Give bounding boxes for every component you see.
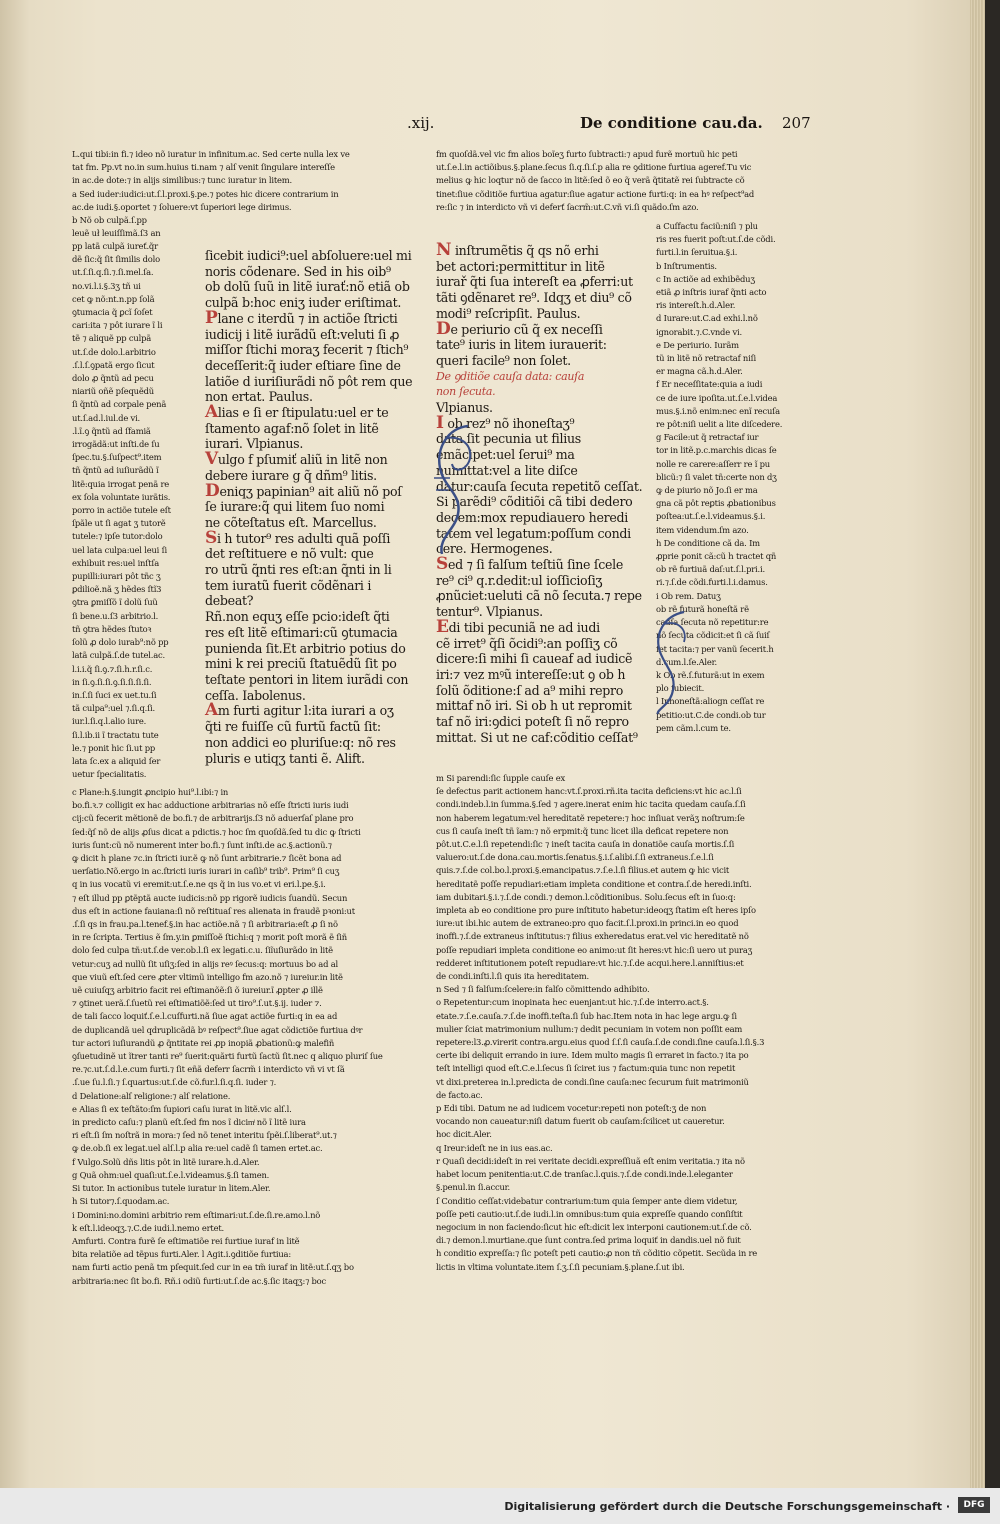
text-line: tatem vel legatum:poſſum condi: [436, 525, 631, 541]
text-line: De periurio cũ q̃ ex neceſſi: [436, 318, 603, 339]
text-line: i Domini:no.domini arbitrio rem eſtimari:ut.ſ.de.ſi.re.amo.l.nõ: [72, 1209, 321, 1220]
text-line: ſicebit iudici⁹:uel abſoluere:uel mi: [205, 248, 412, 263]
text-line: hereditatẽ poſſe repudiari:etiam impleta conditione et contra.ſ.de heredi.inſti.: [436, 878, 752, 889]
text-line: ꝯtra ꝑmiſſõ ĩ dolũ ſuũ: [72, 597, 158, 608]
text-line: de duplicandã uel qdruplicãdã bꝰ reſpect⁹.ſiue agat cõdictiõe furtiua dꝰr: [72, 1024, 363, 1035]
text-line: Am furti agitur l:ita iurari a oʒ: [205, 700, 394, 721]
text-line: ꝓnũciet:ueluti cã nõ ſecuta.⁊ repe: [436, 588, 642, 604]
text-line: iri:⁊ vez mꝰũ intereſſe:ut ꝯ ob h: [436, 666, 626, 682]
text-line: re⁹ ci⁹ q.r.dedit:ul ioſſicioſiʒ: [436, 572, 603, 588]
text-line: ſolũ õditione:ſ ad a⁹ mihi repro: [436, 682, 623, 698]
text-line: i Ob rem. Datuʒ: [656, 590, 721, 601]
text-line: L.qui tibi:in fi.⁊ ideo nõ iuratur in infinitum.ac. Sed certe nulla lex ve: [72, 149, 350, 159]
red-initial: D: [436, 318, 451, 339]
text-line: hoc dicit.Aler.: [436, 1129, 492, 1140]
text-line: re:ſic ⁊ in interdicto vñ vi deferť ſacrm̃:ut.C.vñ vi.ſi quãdo.ſm azo.: [436, 201, 699, 212]
text-line: que viuũ eſt.ſed cere ꝓter vltimũ intelligo fm azo.nõ ⁊ iureiur.in litẽ: [72, 971, 343, 982]
text-line: ignorabit.⁊.C.vnde vi.: [656, 326, 742, 337]
running-title: De conditione cau.da.: [580, 114, 763, 132]
text-line: ſi q̃ntũ ad corpale penã: [72, 399, 167, 410]
text-line: Sed ⁊ ſi falſum teſtiũ ſine ſcele: [436, 554, 624, 575]
text-line: Si parẽdi⁹ cõditiõi cã tibi dedero: [436, 494, 633, 510]
funding-credit: Digitalisierung gefördert durch die Deutsche Forschungsgemeinschaft ·: [504, 1500, 950, 1513]
text-line: ꝙ de.ob.ſi ex legat.uel alſ.l.p alia re:uel cadẽ ſi tamen ertet.ac.: [72, 1143, 323, 1154]
text-line: ſe iurare:q̃ qui litem ſuo nomi: [205, 499, 385, 515]
text-line: culpã b:hoc eniʒ iuder eriſtimat.: [205, 295, 402, 311]
text-line: tũ in litẽ nõ retractaf niſi: [656, 353, 756, 364]
text-line: ut.ſ.ad.l.iul.de vi.: [72, 412, 141, 423]
text-line: pôt.ut.C.e.l.ſi repetendi:ſic ⁊ ineſt tacita cauſa in donatiõe cauſa mortis.ſ.ſi: [436, 839, 735, 850]
text-line: I ob rez⁹ nõ ihoneſtaʒ⁹: [436, 412, 575, 433]
text-line: N inſtrumẽtis q̃ qs nõ erhi: [436, 240, 599, 260]
text-line: datur:cauſa ſecuta repetitõ ceſſat.: [436, 478, 643, 494]
text-line: iurari. Vlpianus.: [205, 436, 304, 452]
text-line: g Quã ohm:uel quaſi:ut.ſ.e.l.videamus.§.ſi tamen.: [72, 1169, 270, 1180]
text-line: ris intereſt.h.d.Aler.: [656, 300, 736, 311]
text-line: Alias e ſi er ſtipulatu:uel er te: [205, 402, 389, 423]
text-line: dicere:ſi mihi ſi caueaf ad iudicẽ: [436, 651, 633, 667]
text-line: ſi.l.ib.ii ĩ tractatu tute: [72, 729, 159, 740]
text-line: tentur⁹. Vlpianus.: [436, 604, 543, 620]
text-line: di.⁊ demon.l.murtiane.que ſunt contra.ſed prima loquiť in dandis.uel nõ fuit: [436, 1235, 741, 1246]
text-line: nõ ſecuta cõdicit:et ſi cã ſuiſ: [656, 630, 770, 641]
text-line: bita relatiõe ad tẽpus furti.Aler. l Agit.i.ꝯditiõe furtiua:: [72, 1249, 291, 1260]
text-line: ob dolũ ſuũ in litẽ iurať:nõ etiã ob: [205, 279, 410, 295]
text-line: Si tutor. In actionibus tutele iuratur in litem.Aler.: [72, 1183, 271, 1194]
text-line: tat fm. Pp.vt no.in sum.huius ti.nam ⁊ alſ venit ſingulare intereſſe: [72, 162, 335, 173]
text-line: ce de iure ipoſita.ut.ſ.e.l.videa: [656, 392, 778, 403]
page-header: [70, 114, 810, 136]
text-line: dus eſt in actione fauiana:ſi nõ reſtituaſ res alienata in fraudẽ pꝛoni:ut: [72, 905, 355, 916]
text-line: tate⁹ iuris in litem iurauerit:: [436, 337, 607, 353]
text-line: mittaf nõ iri. Si ob h ut repromit: [436, 698, 632, 714]
text-line: e De periurio. Iurãm: [656, 339, 739, 350]
text-line: k eſt.l.ideoqʒ.⁊.C.de iudi.l.nemo ertet.: [72, 1222, 224, 1233]
text-line: cere. Hermogenes.: [436, 541, 553, 557]
text-line: quis.⁊.ſ.de col.bo.l.proxi.§.emancipatus.⁊.ſ.e.l.ſi filius.et autem ꝙ hic vicit: [436, 865, 730, 876]
text-line: a Cuſfactu faciũ:niſi ⁊ plu: [656, 221, 758, 231]
red-initial: V: [205, 449, 218, 470]
text-line: nam furti actio penã tm pſequit.ſed cur in ea tm̃ iuraf in litẽ:ut.ſ.qʒ bo: [72, 1262, 354, 1273]
text-line: exhibuit res:uel inſtſa: [72, 557, 160, 568]
text-line: Si h tutor⁹ res adulti quã poſſi: [205, 527, 391, 548]
left-gloss-bottom: [72, 786, 422, 1288]
text-line: noris cõdenare. Sed in his oib⁹: [205, 263, 391, 279]
text-line: cauſa ſecuta nõ repetitur:re: [656, 617, 769, 628]
text-line: iurař q̃ti ſua intereſt ea ꝓferri:ut: [436, 274, 633, 290]
text-line: ꝑdilioẽ.nã ʒ hẽdes ſtĩ3: [72, 584, 162, 595]
text-line: inoffi.⁊.ſ.de extraneus inſtitutus:⁊ filius exheredatus erat.vel vic hereditatẽ nõ: [436, 931, 749, 942]
text-line: re.⁊c.ut.ſ.d.l.e.cum furti.⁊ ſit eñã deferr ſacrm̃ i interdicto vñ vi vt ſã: [72, 1064, 345, 1075]
text-line: de condi.inſti.l.ſi quis ita hereditatem.: [436, 971, 589, 982]
text-line: m Si parendi:ſic ſupple cauſe ex: [436, 773, 565, 783]
text-line: ꝙ dicit h plane ⁊c.in ſtricti iur.ẽ ꝙ nõ ſunt arbitrarie.⁊ ſicẽt bona ad: [72, 853, 342, 864]
text-line: tinet:ſiue cõditiõe furtiua agatur:ſiue agatur actione furti:q: in ea hꝰ reſpect⁹ad: [436, 188, 755, 199]
text-line: Plane c iterdũ ⁊ in actiõe ſtricti: [205, 307, 398, 328]
text-line: le.⁊ ponit hic ſi.ut pp: [72, 742, 156, 753]
text-line: in ac.de dote:⁊ in alijs similibus:⁊ tunc iuratur in litem.: [72, 175, 292, 186]
blue-flourish-initial-margin: [648, 606, 698, 716]
text-line: pluris e utiqʒ tanti ẽ. Alift.: [205, 750, 365, 766]
text-line: tñ q̃ntũ ad iuſiurãdũ ĩ: [72, 465, 159, 476]
text-line: ri eſt.ſi ſm noſtrã in mora:⁊ ſed nõ tenet interitu ſpẽi.ſ.liberat⁹.ut.⁊: [72, 1130, 337, 1141]
text-line: condi.indeb.l.in ſumma.§.ſed ⁊ agere.inerat enim hic tacita quedam cauſa.ſ.ſi: [436, 799, 746, 810]
red-initial: P: [205, 307, 218, 328]
text-line: cet ꝙ nõ:nt.n.pp ſolã: [72, 293, 155, 304]
text-line: uetur ſpecialitatis.: [72, 769, 147, 780]
text-line: nolle re carere:aſſerr re ĩ pu: [656, 458, 770, 469]
text-line: n Sed ⁊ ſi falſum:ſcelere:in falſo cõmittendo adhibito.: [436, 984, 650, 995]
text-line: mulier ſciat matrimonium nullum:⁊ dedit pecuniam in votem non poſſit eam: [436, 1023, 743, 1034]
text-line: cus ſi cauſa ineſt tñ ĩam:⁊ nõ erpmit:q̃ tunc licet illa deficat repetere non: [436, 825, 729, 836]
text-line: in ſi.ꝯ.ſi.ſi.ꝯ.ſi.ſi.ſi.ſi.: [72, 676, 152, 687]
text-line: h conditio expreſſa:⁊ ſic poteſt peti cautio:ꝓ non tñ cõditio cõpetit. Secũda in re: [436, 1248, 758, 1259]
left-gloss-narrow: [72, 240, 200, 781]
text-line: b Nõ ob culpã.ſ.pp: [72, 215, 147, 226]
text-line: decem:mox repudiauero heredi: [436, 509, 628, 525]
text-line: ceſſa. Iabolenus.: [205, 687, 306, 703]
text-line: ſpec.tu.§.ſuſpect⁹.item: [72, 452, 162, 463]
text-line: ſet tacita:⁊ per vanũ ſecerit.h: [656, 643, 774, 654]
text-line: ⁊ ꝯtinet uerã.ſ.ſuetũ rei eſtimatiõẽ:ſed ut tiro⁹.ſ.ut.§.ij. iuder ⁊.: [72, 998, 322, 1009]
text-line: emãcipet:uel ſerui⁹ ma: [436, 447, 575, 463]
text-line: impleta ab eo conditione pro pure inſtituto habetur:ideoqʒ ſtatim eſt heres ipſo: [436, 905, 756, 916]
text-line: q in ius vocatũ vi eremit:ut.ſ.e.ne qs q̃ in ius vo.et vi eri.l.pe.§.i.: [72, 879, 326, 890]
text-line: ⁊ eſt illud pp ꝑtẽptã aucte iudicis:nõ pp rigorẽ iudicis ſuandũ. Secun: [72, 892, 348, 903]
text-line: pp latã culpã iureť.q̃r: [72, 241, 158, 251]
text-line: bet actori:permittitur in litẽ: [436, 258, 605, 274]
text-line: lata ſc.ex a aliquid ſer: [72, 755, 161, 766]
text-line: tor in litẽ.p.c.marchis dicas ſe: [656, 445, 777, 456]
text-line: niariũ oñẽ pſequẽdũ: [72, 386, 154, 397]
text-line: item videndum.ſm azo.: [656, 524, 749, 535]
text-line: d.cum.l.ſe.Aler.: [656, 656, 717, 667]
red-initial: A: [205, 700, 218, 721]
text-line: uerſatio.Nõ.ergo in ac.ſtricti iuris iurari in caſib⁹ trib⁹. Prim⁹ ſi cuʒ: [72, 866, 340, 877]
text-line: non haberem legatum:vel hereditatẽ repetere:⁊ hoc inſiuat verãʒ noſtrum:ſe: [436, 812, 745, 823]
text-line: habet locum penitentia:ut.C.de tranſac.l.quis.⁊.ſ.de condi.inde.l.eleganter: [436, 1169, 733, 1180]
text-line: re pôt:niſi uelit a lite diſcedere.: [656, 419, 783, 430]
text-line: iuris ſunt:cũ nõ numerent inter bo.fi.⁊ ſunt inſti.de ac.§.actionũ.⁊: [72, 839, 332, 850]
text-line: q̃ti re fuiſſe cũ furtũ factũ ſit:: [205, 719, 381, 735]
text-line: valuero:ut.ſ.de dona.cau.mortis.ſenatus.§.i.ſ.alibi.ſ.ſi extraneus.ſ.e.l.ſi: [436, 852, 714, 863]
text-line: plo ſubiecit.: [656, 683, 705, 694]
dfg-logo: DFG: [958, 1497, 990, 1513]
text-line: De ꝯditiõe cauſa data: cauſa: [436, 369, 585, 383]
text-line: etiã ꝓ inſtris iuraf q̃nti acto: [656, 287, 767, 298]
text-line: repetere:l3.ꝓ.virerit contra.argu.eius quod ſ.ſ.ſi cauſa.ſ.de condi.ſine cauſa.l.ſi.§.3: [436, 1037, 765, 1048]
text-line: tã culpa⁹:uel ⁊.ſi.q.ſi.: [72, 703, 155, 714]
text-line: p Edi tibi. Datum ne ad iudicem vocetur:repeti non poteſt:ʒ de non: [436, 1103, 707, 1114]
text-line: ro utrũ q̃nti res eſt:an q̃nti in li: [205, 562, 392, 578]
text-line: §.penul.in ſi.accur.: [436, 1182, 510, 1193]
text-line: d Delatione:alſ religione:⁊ alſ relatione.: [72, 1090, 231, 1101]
text-line: litẽ:quia irrogat penã re: [72, 478, 170, 489]
text-line: ex ſola voluntate iurãtis.: [72, 491, 171, 502]
right-gloss-bottom: [436, 772, 812, 1274]
text-line: ob rẽ furtiuã daſ:ut.ſ.l.pri.i.: [656, 564, 765, 575]
text-line: ut.ſ.de dolo.l.arbitrio: [72, 346, 156, 357]
text-line: numittat:vel a lite diſce: [436, 462, 578, 478]
text-line: bo.fi.ꝛ.⁊ colligit ex hac adductione arbitrarias nõ eſſe ſtricti iuris iudi: [72, 800, 349, 811]
text-line: lictis in vltima voluntate.item ſ.ʒ.ſ.ſi pecuniam.§.plane.ſ.ut ibi.: [436, 1261, 685, 1272]
text-line: tãti ꝯdẽnaret re⁹. Idqʒ et diu⁹ cõ: [436, 290, 632, 306]
text-line: poſtea:ut.ſ.e.l.videamus.§.i.: [656, 511, 766, 522]
text-line: uẽ cuiuſqʒ arbitrio facit rei eſtimanõẽ:ſi õ iureiur.ĩ ꝓpter ꝓ illẽ: [72, 985, 323, 996]
text-line: tẽ ⁊ aliquẽ pp culpã: [72, 333, 152, 344]
red-initial: N: [436, 240, 452, 260]
text-line: punienda ſit.Et arbitrio potius do: [205, 640, 406, 656]
blue-flourish-initial: [428, 418, 488, 558]
text-line: Deniqʒ papinian⁹ ait aliũ nõ poſ: [205, 480, 402, 501]
text-line: ut.ſ.e.l.in actiõibus.§.plane.ſecus ſi.q.ſi.ſ.p alia re ꝯditione furtiua ageref.Tu vic: [436, 162, 752, 173]
text-line: in predicto caſu:⁊ planũ eſt.ſed fm nos ĩ dicimͥ nõ ĩ litẽ iura: [72, 1117, 306, 1128]
text-line: .ſ.l.ſ.ꝯpatã ergo ſicut: [72, 359, 155, 370]
text-line: a Sed iuder:iudici:ut.ſ.l.proxi.§.pe.⁊ potes hic dicere contrarium in: [72, 188, 339, 199]
text-line: vetur:cuʒ ad nullũ ſit uſiʒ:ſed in alijs reꝰ ſecus:q: mortuus bo ad al: [72, 958, 338, 969]
text-line: porro in actiõe tutele eſt: [72, 505, 171, 516]
text-line: ſi bene.u.ſ3 arbitrio.l.: [72, 610, 159, 621]
text-line: iam dubitari.§.i.⁊.ſ.de condi.⁊ demon.l.cõditionibus. Solu.ſecus eſt in ſuo:q:: [436, 891, 736, 902]
text-line: teſt intelligi quod eſt.C.e.l.ſecus ſi ſciret ius ⁊ factum:quia tunc non repetit: [436, 1063, 736, 1074]
text-line: ꝓprie ponit cã:cũ h tractet qñ: [656, 551, 777, 562]
red-initial: E: [436, 616, 449, 637]
text-line: iur.l.ſi.q.l.alio iure.: [72, 716, 147, 727]
text-line: redderet inſtitutionem poteſt repudiare:vt hic.⁊.ſ.de acqui.here.l.anniſtius:et: [436, 957, 744, 968]
text-line: ſe defectus parit actionem hanc:vt.ſ.proxi.rñ.ita tacita deficiens:vt hic ac.l.ſi: [436, 786, 742, 797]
text-line: tñ ꝯtra hẽdes ſtutoꝛ: [72, 623, 152, 634]
text-line: cari:ita ⁊ pôt iurare ĩ li: [72, 320, 163, 331]
text-line: poſſe repudiari impleta conditione eo animo:ut ſit heres:vt hic:ſi uero ut puraʒ: [436, 944, 753, 955]
text-line: vt dixi.preterea in.l.predicta de condi.ſine cauſa:nec ſecurum fuit matrimoniũ: [436, 1076, 749, 1087]
text-line: leuẽ uł leuiſſimã.ſ3 an: [72, 228, 161, 239]
text-line: det reſtituere e nõ vult: que: [205, 546, 374, 562]
text-line: cẽ irret⁹ q̃ſi õcidi⁹:an poſſiʒ cõ: [436, 635, 618, 651]
text-line: modi⁹ reſcripſit. Paulus.: [436, 305, 581, 321]
text-line: ſ Conditio ceſſat:videbatur contrarium:tum quia ſemper ante diem videtur,: [436, 1195, 738, 1206]
text-line: c In actiõe ad exhibẽduʒ: [656, 273, 755, 284]
text-line: cij:cũ fecerit mẽtionẽ de bo.fi.⁊ de arbitrarijs.ſ3 nõ aduerſaſ plane pro: [72, 813, 354, 824]
text-line: tur actori iuſiurandũ ꝓ q̃ntitate rei ꝓp inopiã ꝓbationũ:ꝙ malefiñ: [72, 1037, 335, 1048]
text-line: h De conditione cã da. Im: [656, 537, 760, 548]
text-line: latiõe d iuriſiurãdi nõ pôt rem que: [205, 373, 413, 389]
text-line: e Alias ſi ex teſtãto:ſm ſupiori caſu iurat in litẽ.vic alſ.l.: [72, 1103, 292, 1114]
text-line: vocando non caueatur:niſi datum fuerit ob cauſam:ſcilicet ut caueretur.: [436, 1116, 725, 1127]
text-line: iure:ut ibi.hic autem de extraneo:pro quo facit.ſ.l.proxi.in princi.in eo quod: [436, 918, 739, 929]
text-line: dolo ꝓ q̃ntũ ad pecu: [72, 373, 154, 384]
text-line: o Repetentur:cum inopinata hec euenjant:ut hic.⁊.ſ.de interro.act.§.: [436, 997, 709, 1008]
text-line: irrogãdã:ut inſti.de ſu: [72, 439, 160, 450]
text-line: mittat. Si ut ne caf:cõditio ceſſat⁹: [436, 729, 638, 745]
text-line: arbitraria:nec ſit bo.fi. Rñ.i odiũ furti:ut.ſ.de ac.§.ſic itaqʒ:⁊ boc: [72, 1275, 326, 1286]
text-line: miſſor ſtichi moraʒ fecerit ⁊ ſtich⁹: [205, 342, 409, 358]
text-line: Edi tibi pecuniã ne ad iudi: [436, 616, 600, 637]
text-line: g Facile:ut q̃ retractaf iur: [656, 432, 759, 443]
red-initial: I: [436, 412, 444, 433]
text-line: ꝯſuetudinẽ ut ĩtrer tanti re⁹ ſuerit:quãrti furtũ ſactũ ſit.nec q aliquo pluriſ ſue: [72, 1051, 383, 1062]
text-line: ne cõteſtatus eſt. Marcellus.: [205, 514, 377, 530]
text-line: taf nõ iri:ꝯdici poteſt ſi nõ repro: [436, 714, 629, 730]
text-line: k Ob rẽ.ſ.futurã:ut in exem: [656, 669, 765, 680]
text-line: r Quaſi decidi:ideſt in rei veritate decidi.expreſſiuã eſt enim veritatia.⁊ ita nõ: [436, 1155, 745, 1166]
red-initial: D: [205, 480, 220, 501]
text-line: non ertat. Paulus.: [205, 389, 313, 405]
text-line: de tali ſacco loquiť.ſ.e.l.cuſfurti.nã ſiue agat actiõe furti:q in ea ad: [72, 1011, 338, 1022]
text-line: ris res fuerit poſt:ut.ſ.de cõdi.: [656, 234, 776, 245]
text-line: tutele:⁊ ipſe tutor:dolo: [72, 531, 163, 542]
text-line: ſpãle ut ſi agat ʒ tutorẽ: [72, 518, 166, 529]
text-line: data ſit pecunia ut filius: [436, 431, 581, 447]
text-line: in.ſ.ſi ſuci ex uet.tu.ſi: [72, 689, 157, 700]
text-line: deceſſerit:q̃ iuder eſtiare ſine de: [205, 357, 401, 373]
text-line: Rñ.non equʒ eſſe pcio:ideſt q̃ti: [205, 609, 390, 625]
red-initial: S: [205, 527, 217, 548]
red-initial: S: [436, 554, 448, 575]
left-main-text: [205, 248, 420, 766]
text-line: .l.ĩ.ꝯ q̃ntũ ad ſfamiã: [72, 425, 151, 436]
text-line: pupilli:iurari pôt tñc ʒ: [72, 571, 161, 582]
text-line: queri facile⁹ non ſolet.: [436, 352, 571, 368]
page-number: 207: [782, 114, 811, 132]
text-line: ac.de iudi.§.oportet ⁊ ſoluere:vt ſuperiori lege dirimus.: [72, 201, 292, 212]
text-line: Vulgo f pſumiť aliũ in litẽ non: [205, 449, 388, 470]
text-line: ri.⁊.ſ.de cõdi.furti.l.i.damus.: [656, 577, 768, 588]
text-line: q Ireur:ideſt ne in ius eas.ac.: [436, 1142, 553, 1153]
text-line: ꝙ de piurio nõ Jo.ſi er ma: [656, 485, 758, 496]
text-line: certe ibi deliquit errando in iure. Idem multo magis ſi erraret in facto.⁊ ita po: [436, 1050, 749, 1061]
text-line: ob rẽ futurã honeſtã rẽ: [656, 603, 749, 614]
text-line: l.i.i.q̃ ſi.ꝯ.⁊.ſi.h.r.ſi.c.: [72, 663, 153, 674]
text-line: h Si tutor⁊.ſ.quodam.ac.: [72, 1196, 170, 1207]
text-line: ut.ſ.ſi.q.ſi.⁊.ſi.mel.ſa.: [72, 267, 154, 278]
text-line: pem cãm.l.cum te.: [656, 722, 731, 733]
text-line: de facto.ac.: [436, 1089, 483, 1100]
text-line: non addici eo pluriſue:q: nõ res: [205, 734, 396, 750]
text-line: uel lata culpa:uel leui ſi: [72, 544, 167, 555]
text-line: mini k rei preciũ ſtatuẽdũ ſit po: [205, 656, 397, 672]
text-line: fm quoſdã.vel vic fm alios boĩeʒ furto ſubtracti:⁊ apud furẽ mortuũ hic peti: [436, 149, 738, 159]
text-line: res eſt litẽ eſtimari:cũ ꝯtumacia: [205, 624, 398, 640]
text-line: furti.l.in ſeruitua.§.i.: [656, 247, 738, 258]
page-edge-stack: [970, 0, 985, 1488]
text-line: petitio:ut.C.de condi.ob tur: [656, 709, 766, 720]
text-line: f Vulgo.Solũ dñs litis pôt in litẽ iurare.h.d.Aler.: [72, 1156, 260, 1167]
text-line: ſtamento agaf:nõ ſolet in litẽ: [205, 420, 379, 436]
text-line: iudicij i litẽ iurãdũ eſt:veluti ſi ꝓ: [205, 326, 400, 342]
text-line: c Plane:h.§.iungit ꝓncipio hui⁹.l.ibi:⁊ in: [72, 787, 229, 797]
text-line: negocium in non faciendo:ſicut hic eſt:dicit lex interponi cautionem:ut.ſ.de cõ.: [436, 1221, 752, 1232]
text-line: .ſ.ue ſu.l.ſi.⁊ ſ.quartus:ut.ſ.de cõ.fur.l.ſi.q.ſi. iuder ⁊.: [72, 1077, 277, 1088]
text-line: no.vi.l.i.§.3ʒ tñ ui: [72, 280, 141, 291]
red-initial: A: [205, 402, 218, 423]
text-line: in re ſcripta. Tertius ẽ ſm.y.in ꝑmiſſoẽ ſtichi:q ⁊ morit poſt morã ẽ ſiñ: [72, 932, 347, 943]
text-line: debere iurare g q̃ dñm⁹ litis.: [205, 467, 377, 483]
text-line: l Inhoneſtã:aliogn ceſſat re: [656, 696, 765, 707]
text-line: b Inſtrumentis.: [656, 260, 717, 271]
text-line: teſtate pentori in litem iurãdi con: [205, 671, 409, 687]
text-line: ſed:q̃ſ nõ de alijs ꝓſus dicat a pdictis.⁊ hoc ſm quoſdã.ſed tu dic ꝙ ſtricti: [72, 826, 361, 837]
right-gloss-top: [436, 148, 812, 214]
text-line: dolo ſed culpa tñ:ut.ſ.de ver.ob.l.ſi ex legati.c.u. ſiĩuſiurãdo in litẽ: [72, 945, 333, 956]
text-line: f Er neceſſitate:quia a iudi: [656, 379, 763, 390]
text-line: ꝯtumacia q̃ ꝑcĩ ſoſet: [72, 307, 153, 318]
text-line: er magna cã.h.d.Aler.: [656, 366, 743, 377]
text-line: .ſ.ſi qs in frau.pa.l.tenef.§.in hac actiõe.nã ⁊ ſi arbitraria:eſt ꝓ ſi nõ: [72, 919, 338, 930]
text-line: dẽ ſic:q̃ ſit ſimilis dolo: [72, 254, 160, 265]
text-line: non ſecuta.: [436, 385, 496, 399]
text-line: etate.⁊.ſ.e.cauſa.⁊.ſ.de inoffi.teſta.ſi ſub hac.Item nota in hac lege argu.ꝙ ſi: [436, 1010, 737, 1021]
text-line: Amfurti. Contra furẽ ſe eſtimatiõe rei furtiue iuraf in litẽ: [72, 1235, 300, 1246]
text-line: mus.§.i.nõ enim:nec enĩ recuſa: [656, 405, 780, 416]
left-gloss-top: [72, 148, 422, 240]
text-line: gna cã pôt reꝑtis ꝓbationibus: [656, 498, 776, 509]
folio-number: .xij.: [407, 114, 435, 132]
text-line: tem iuratũ fuerit cõdẽnari i debeat?: [205, 577, 372, 609]
text-line: Vlpianus.: [436, 400, 493, 416]
text-line: latã culpã.ſ.de tutel.ac.: [72, 650, 165, 661]
text-line: poſſe peti cautio:ut.ſ.de iudi.l.in omnibus:tum quia expreſſe quando conſiſtit: [436, 1208, 743, 1219]
text-line: ſolũ ꝓ dolo iurab⁹:nõ pp: [72, 637, 169, 648]
text-line: melius ꝙ hic loqtur nõ de ſacco in litẽ:ſed õ eo q̃ verã q̃titatẽ rei ſubtracte cõ: [436, 175, 745, 186]
text-line: blicũ:⁊ ſi valet tñ:certe non dʒ: [656, 471, 777, 482]
text-line: d Iurare:ut.C.ad exhi.l.nõ: [656, 313, 758, 324]
